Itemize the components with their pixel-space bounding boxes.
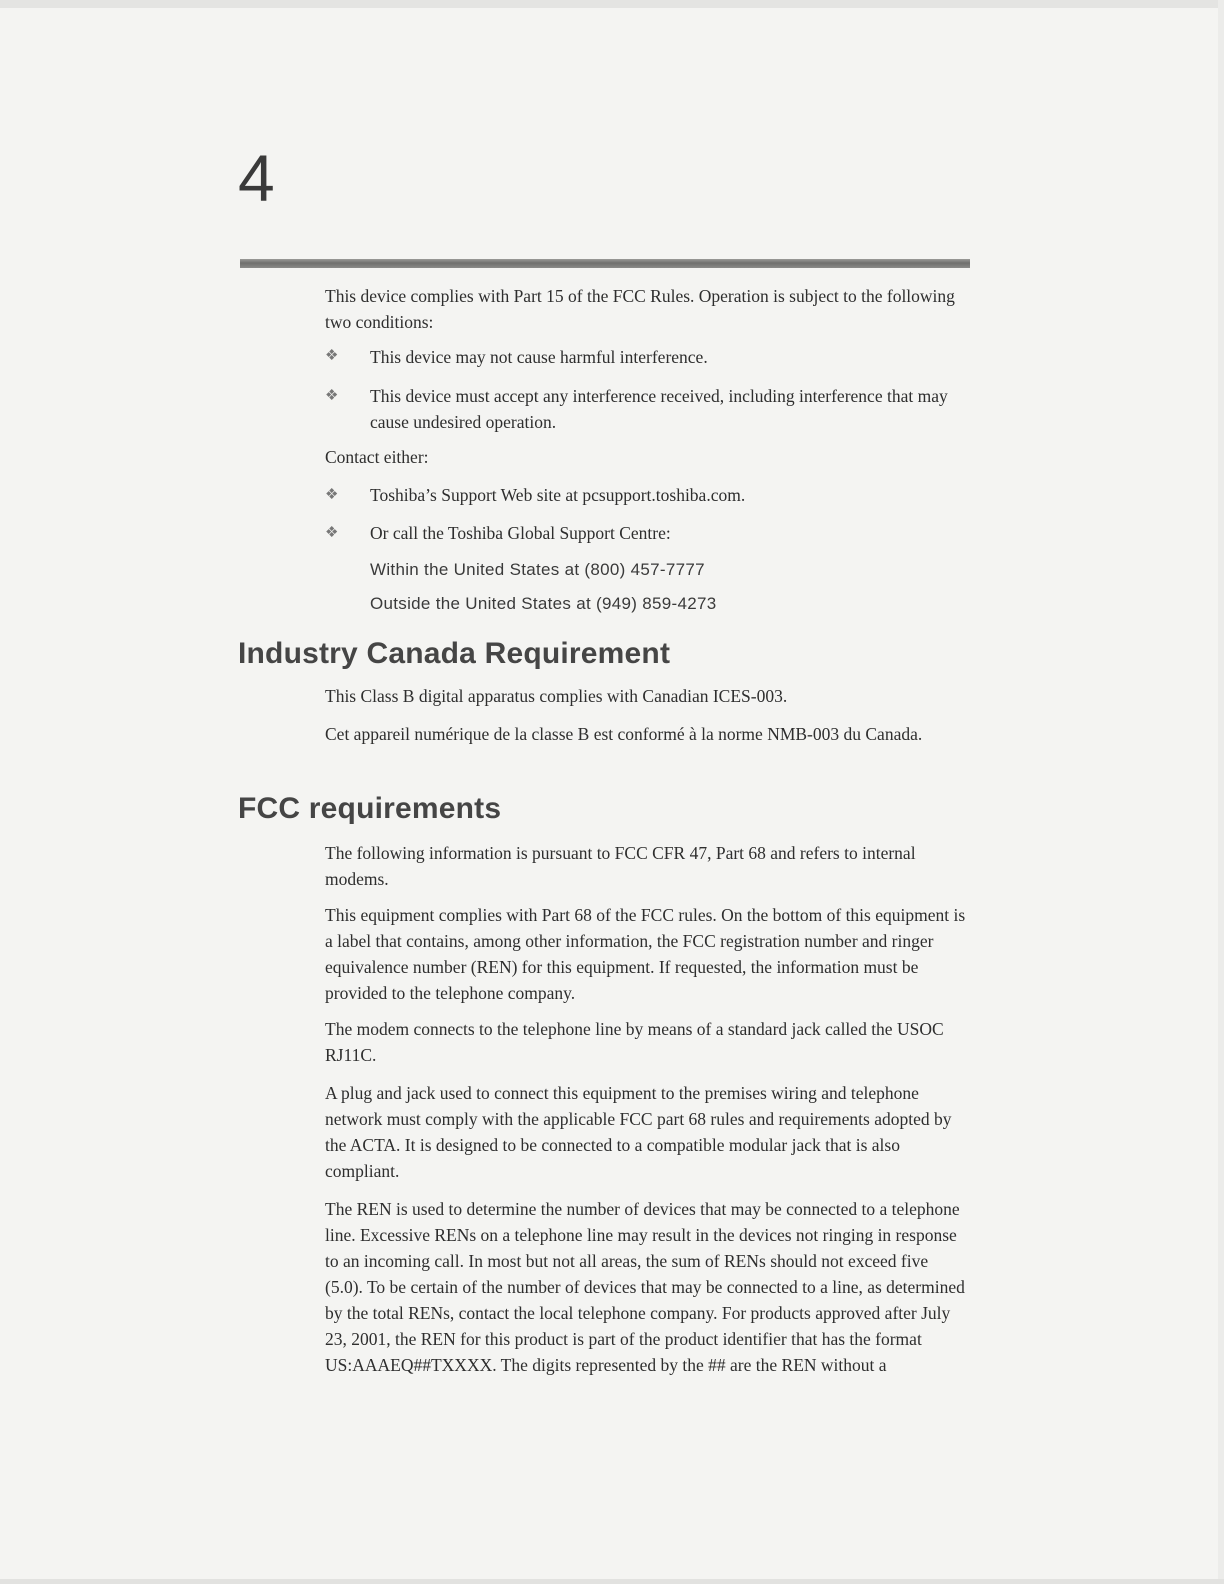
phone-line-us: Within the United States at (800) 457-7777 (370, 560, 705, 579)
page-top-edge (0, 0, 1224, 8)
chapter-rule (240, 259, 970, 268)
page-bottom-edge (0, 1579, 1224, 1584)
fcc-paragraph: The REN is used to determine the number of devices that may be connected to a telephone line. Excessive RENs on a telephone line may result in the devices not ringing in response to an incoming call. In most but not all areas, the sum of RENs should not exceed five (5.0). To be certain of the number of devices that may be connected to a line, as determined by the total RENs, contact the local telephone company. For products approved after July 23, 2001, the REN for this product is part of the product identifier that has the format US:AAAEQ##TXXXX. The digits represented by the ## are the REN without a (325, 1199, 965, 1375)
condition-item: This device must accept any interference received, including interference that may cause undesired operation. (370, 386, 948, 432)
contact-label: Contact either: (325, 447, 429, 467)
four-diamond-bullet-icon: ❖ (325, 348, 339, 364)
page-right-edge (1218, 0, 1224, 1584)
fcc-paragraph: A plug and jack used to connect this equipment to the premises wiring and telephone network must comply with the applicable FCC part 68 rules and requirements adopted by the ACTA. It is designed to be connected to a compatible modular jack that is also compliant. (325, 1083, 952, 1181)
fcc-paragraph: This equipment complies with Part 68 of the FCC rules. On the bottom of this equipment is a label that contains, among other information, the FCC registration number and ringer equivalence number (REN) for this equipment. If requested, the information must be provided to the telephone company. (325, 905, 966, 1003)
fcc-paragraph: The modem connects to the telephone line by means of a standard jack called the USOC RJ11C. (325, 1019, 944, 1065)
industry-canada-paragraph: Cet appareil numérique de la classe B est conformé à la norme NMB-003 du Canada. (325, 724, 923, 744)
condition-item: This device may not cause harmful interference. (370, 347, 708, 367)
industry-canada-heading: Industry Canada Requirement (238, 637, 671, 670)
fcc-paragraph: The following information is pursuant to FCC CFR 47, Part 68 and refers to internal modems. (325, 843, 916, 889)
fcc-requirements-heading: FCC requirements (238, 792, 502, 825)
four-diamond-bullet-icon: ❖ (325, 487, 339, 503)
contact-item: Toshiba’s Support Web site at pcsupport.toshiba.com. (370, 485, 746, 505)
intro-paragraph: This device complies with Part 15 of the FCC Rules. Operation is subject to the following two conditions: (325, 286, 955, 332)
phone-line-outside: Outside the United States at (949) 859-4273 (370, 594, 717, 613)
chapter-number: 4 (238, 141, 276, 215)
four-diamond-bullet-icon: ❖ (325, 388, 339, 404)
contact-item: Or call the Toshiba Global Support Centre: (370, 523, 671, 543)
four-diamond-bullet-icon: ❖ (325, 525, 339, 541)
industry-canada-paragraph: This Class B digital apparatus complies with Canadian ICES-003. (325, 686, 788, 706)
